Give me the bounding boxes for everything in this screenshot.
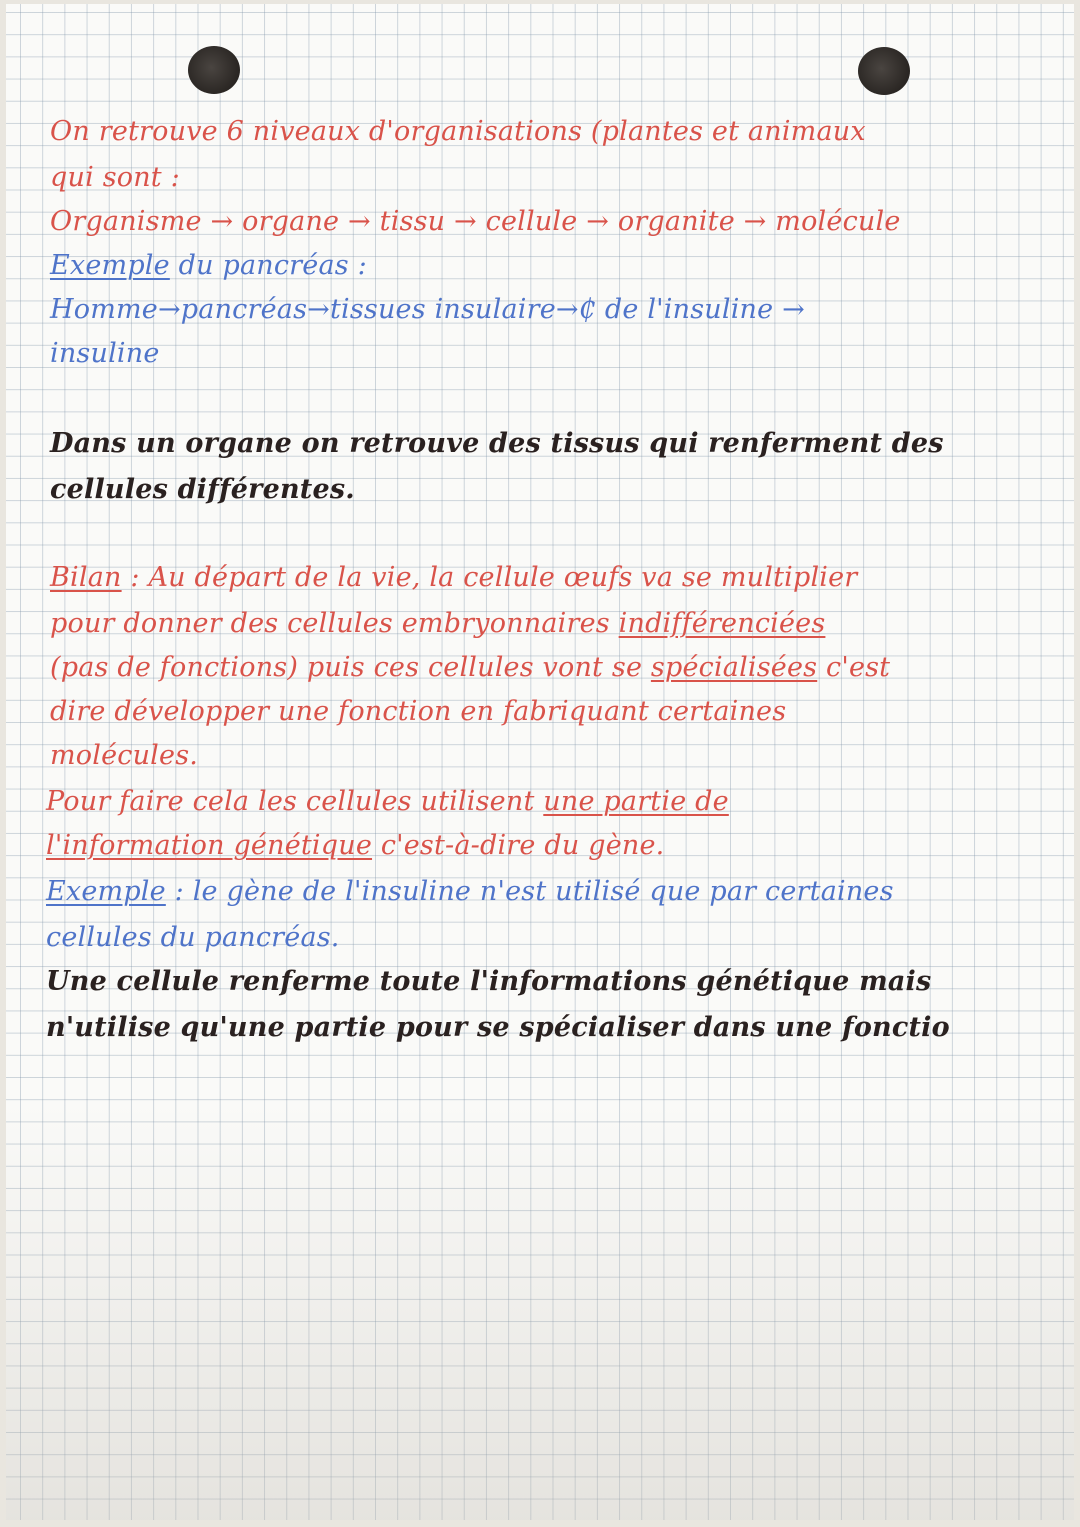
page-shadow xyxy=(6,1100,1074,1520)
organ-statement-line1: Dans un organe on retrouve des tissus qui renferment des xyxy=(50,428,944,459)
levels-intro-line2: qui sont : xyxy=(50,162,180,193)
organ-statement-line2: cellules différentes. xyxy=(50,474,355,505)
chain-item: cellule xyxy=(485,206,578,237)
bilan-line2 xyxy=(50,608,825,639)
bilan-line6 xyxy=(46,786,729,817)
arrow-icon: → xyxy=(454,206,477,237)
arrow-icon: → xyxy=(743,206,767,237)
arrow-icon: → xyxy=(210,206,234,237)
conclusion-line2: n'utilise qu'une partie pour se spécialiser dans une fonctio xyxy=(46,1012,950,1043)
bilan-line7-text: c'est-à-dire du gène. xyxy=(372,830,665,861)
bilan-line4: dire développer une fonction en fabriquant certaines xyxy=(50,696,787,727)
bilan-line6-text: Pour faire cela les cellules utilisent xyxy=(46,786,544,817)
organisation-chain xyxy=(50,206,901,237)
arrow-icon: → xyxy=(586,206,610,237)
chain-item: Organisme xyxy=(50,206,202,237)
conclusion-line1: Une cellule renferme toute l'informations génétique mais xyxy=(46,966,932,997)
example-chain-start: Homme→pancréas→tissues insulaire→ xyxy=(50,294,579,325)
example-label: Exemple xyxy=(50,250,170,281)
notebook-page xyxy=(6,4,1074,1520)
arrow-icon: → xyxy=(348,206,371,237)
example-chain-end: de l'insuline → xyxy=(596,294,805,325)
bilan-example-text: : le gène de l'insuline n'est utilisé que par certaines xyxy=(165,876,894,907)
bilan-underlined-term: indifférenciées xyxy=(618,608,826,639)
chain-item: molécule xyxy=(775,206,901,237)
bilan-line1 xyxy=(50,562,857,593)
punch-hole-left xyxy=(188,46,240,94)
bilan-line3 xyxy=(50,652,890,683)
bilan-example-label: Exemple xyxy=(46,876,166,907)
punch-hole-right xyxy=(858,47,910,95)
bilan-line2-text: pour donner des cellules embryonnaires xyxy=(50,608,619,639)
chain-item: organe xyxy=(242,206,340,237)
cell-symbol: ₵ xyxy=(578,294,597,325)
bilan-line5: molécules. xyxy=(50,740,199,771)
example-chain xyxy=(50,294,805,325)
example-chain-final: insuline xyxy=(50,338,160,369)
example-heading-rest: du pancréas : xyxy=(169,250,367,281)
chain-item: tissu xyxy=(379,206,446,237)
bilan-line3-text: (pas de fonctions) puis ces cellules vont se xyxy=(50,652,651,683)
levels-intro-line1: On retrouve 6 niveaux d'organisations (plantes et animaux xyxy=(50,116,866,147)
bilan-line1-text: : Au départ de la vie, la cellule œufs va se multiplier xyxy=(121,562,858,593)
chain-item: organite xyxy=(617,206,735,237)
bilan-example-line1 xyxy=(46,876,894,907)
bilan-label: Bilan xyxy=(50,562,122,593)
bilan-underlined-term: l'information génétique xyxy=(46,830,373,861)
bilan-underlined-term: une partie de xyxy=(543,786,729,817)
bilan-line3-end: c'est xyxy=(817,652,891,683)
bilan-line7 xyxy=(46,830,664,861)
example-heading xyxy=(50,250,367,281)
bilan-example-line2: cellules du pancréas. xyxy=(46,922,340,953)
bilan-underlined-term: spécialisées xyxy=(650,652,818,683)
